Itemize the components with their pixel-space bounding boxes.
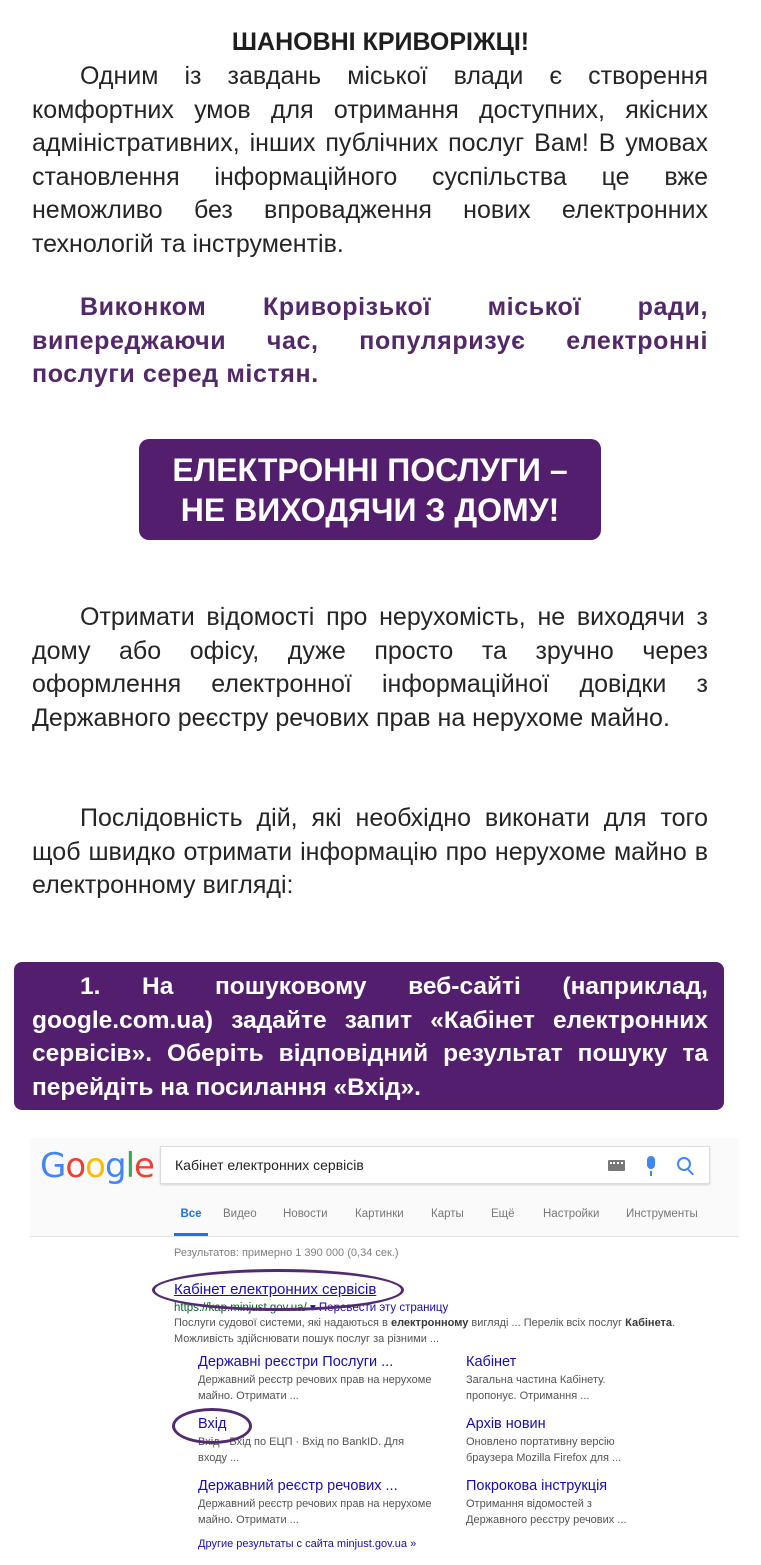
google-header (30, 1138, 739, 1237)
sitelink-title[interactable]: Кабінет (466, 1354, 517, 1370)
keyboard-icon[interactable] (608, 1160, 625, 1171)
sitelink-title[interactable]: Державний реєстр речових ... (198, 1478, 398, 1494)
sitelink-description: Державний реєстр речових прав на нерухоме майно. Отримати ... (198, 1374, 432, 1402)
microphone-icon[interactable] (647, 1156, 655, 1169)
highlight-paragraph: Виконком Криворізької міської ради, випереджаючи час, популяризує електронні послуги серед містян. (32, 293, 708, 388)
sitelink-description: Державний реєстр речових прав на нерухоме майно. Отримати ... (198, 1498, 432, 1526)
property-info-paragraph: Отримати відомості про нерухомість, не виходячи з дому або офісу, дуже просто та зручно через оформлення електронної інформаційної довідки з Державного реєстру речових прав на нерухоме майно. (32, 603, 708, 732)
sitelink-description: Загальна частина Кабінету. пропонує. Отримання ... (466, 1374, 606, 1402)
google-logo: Google (40, 1146, 154, 1186)
tab-all[interactable]: Все (174, 1208, 208, 1236)
sitelink-description: Оновлено портативну версію браузера Mozilla Firefox для ... (466, 1436, 622, 1464)
tab-more[interactable]: Ещё (491, 1208, 515, 1220)
search-tabs (30, 1208, 739, 1236)
page-title: ШАНОВНІ КРИВОРІЖЦІ! (231, 28, 530, 56)
sitelink-vhid-link[interactable]: Вхід (198, 1416, 227, 1432)
tab-news[interactable]: Новости (283, 1208, 328, 1220)
tab-settings[interactable]: Настройки (543, 1208, 600, 1220)
tab-images[interactable]: Картинки (355, 1208, 404, 1220)
result-snippet: Послуги судової системи, які надаються в електронному вигляді ... Перелік всіх послуг Кабінета. Можливість здійснювати пошук послуг за різними ... (174, 1317, 676, 1345)
step-1-box: 1. На пошуковому веб-сайті (наприклад, google.com.ua) задайте запит «Кабінет електронних сервісів». Оберіть відповідний результат пошуку та перейдіть на посилання «Вхід». (14, 962, 724, 1110)
results-stats: Результатов: примерно 1 390 000 (0,34 сек.) (174, 1247, 399, 1259)
result-title-link[interactable]: Кабінет електронних сервісів (174, 1281, 377, 1298)
banner-line-1: ЕЛЕКТРОННІ ПОСЛУГИ – (172, 451, 568, 488)
services-banner (139, 439, 601, 540)
sitelink-description: Вхід · Вхід по ЕЦП · Вхід по BankID. Для входу ... (198, 1436, 405, 1464)
banner-line-2: НЕ ВИХОДЯЧИ З ДОМУ! (180, 491, 560, 528)
search-icon[interactable] (677, 1157, 691, 1171)
google-search-screenshot (30, 1138, 739, 1565)
highlight-oval-result (152, 1269, 404, 1311)
highlight-oval-vhid (172, 1408, 252, 1444)
sitelink-title[interactable]: Покрокова інструкція (466, 1478, 608, 1494)
tab-video[interactable]: Видео (223, 1208, 257, 1220)
sitelink-title[interactable]: Архів новин (466, 1416, 546, 1432)
steps-intro-paragraph: Послідовність дій, які необхідно виконати для того щоб швидко отримати інформацію про нерухоме майно в електронному вигляді: (32, 804, 708, 899)
intro-paragraph: Одним із завдань міської влади є створення комфортних умов для отримання доступних, якісних адміністративних, інших публічних послуг Вам! В умовах становлення інформаційного суспільства це вже неможливо без впровадження нових електронних технологій та інструментів. (32, 62, 708, 258)
sitelink-title[interactable]: Державні реєстри Послуги ... (198, 1354, 394, 1370)
tab-maps[interactable]: Карты (431, 1208, 464, 1220)
translate-link[interactable]: ▾ Перевести эту страницу (309, 1302, 449, 1314)
more-results-link[interactable]: Другие результаты с сайта minjust.gov.ua » (198, 1538, 417, 1550)
sitelink-description: Отримання відомостей з Державного реєстру речових ... (466, 1498, 627, 1526)
tab-tools[interactable]: Инструменты (626, 1208, 698, 1220)
result-url: https://kap.minjust.gov.ua/ ▾ Перевести эту страницу (174, 1302, 449, 1314)
search-input[interactable] (160, 1146, 710, 1184)
search-query-text: Кабінет електронних сервісів (175, 1157, 364, 1173)
